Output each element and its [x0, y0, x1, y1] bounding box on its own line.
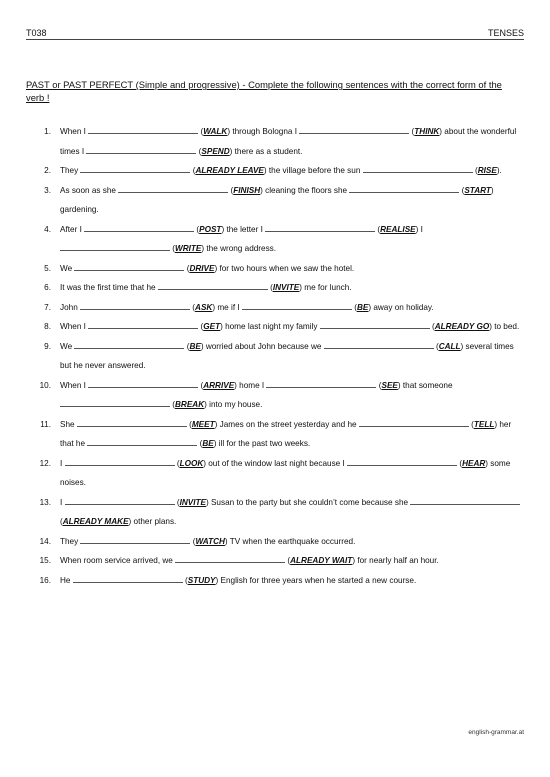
- sentence-text: After I: [60, 224, 85, 234]
- sentence-text: (: [459, 185, 465, 195]
- answer-blank[interactable]: [88, 380, 198, 388]
- answer-blank[interactable]: [60, 243, 170, 251]
- sentence-text: ) home last night my family: [220, 322, 320, 331]
- verb-prompt: SEE: [381, 380, 398, 390]
- item-number: 14.: [39, 536, 51, 546]
- verb-prompt: ALREADY GO: [434, 322, 490, 331]
- sentence-text: (: [60, 517, 63, 526]
- exercise-item: [26, 376, 526, 415]
- sentence-text: ) ill for the past two weeks.: [213, 439, 311, 448]
- answer-blank[interactable]: [88, 126, 198, 134]
- answer-blank[interactable]: [299, 126, 409, 134]
- sentence-text: He: [60, 575, 73, 585]
- answer-blank[interactable]: [347, 458, 457, 466]
- verb-prompt: START: [464, 185, 491, 195]
- sentence-text: (: [170, 244, 176, 253]
- answer-blank[interactable]: [74, 263, 184, 271]
- sentence-text: I: [60, 497, 65, 507]
- page-header: [26, 26, 524, 40]
- sentence-text: ) some noises.: [60, 458, 511, 487]
- answer-blank[interactable]: [320, 321, 430, 329]
- exercise-item: [26, 532, 526, 552]
- verb-prompt: ALREADY MAKE: [62, 517, 129, 526]
- answer-blank[interactable]: [65, 458, 175, 466]
- sentence-text: (: [468, 419, 474, 429]
- footer-source: english-grammar.at: [468, 729, 524, 736]
- sentence-text: (: [184, 341, 190, 351]
- sentence-text: (: [174, 458, 180, 468]
- header-divider: [26, 39, 524, 40]
- sentence-text: (: [376, 380, 382, 390]
- verb-prompt: DRIVE: [189, 263, 215, 273]
- exercise-item: [26, 181, 526, 220]
- item-number: 12.: [39, 458, 51, 468]
- verb-prompt: INVITE: [272, 283, 300, 292]
- sentence-text: (: [409, 127, 415, 136]
- exercise-item: [26, 298, 526, 318]
- sentence-text: When I: [60, 322, 89, 331]
- sentence-text: (: [190, 536, 196, 546]
- sentence-text: They: [60, 536, 81, 546]
- verb-prompt: ALREADY LEAVE: [195, 166, 264, 175]
- sentence-text: (: [267, 283, 273, 292]
- sentence-text: ).: [496, 166, 502, 175]
- exercise-item: [26, 551, 526, 571]
- sentence-text: When I: [60, 380, 89, 390]
- sentence-text: ) several times but he never answered.: [60, 341, 514, 370]
- sentence-text: (: [198, 380, 204, 390]
- answer-blank[interactable]: [265, 224, 375, 232]
- sentence-text: (: [433, 341, 439, 351]
- sentence-text: ) the letter I: [221, 224, 266, 234]
- answer-blank[interactable]: [80, 536, 190, 544]
- sentence-text: John: [60, 302, 81, 312]
- sentence-text: ) the village before the sun: [263, 166, 363, 175]
- sentence-text: (: [472, 166, 478, 175]
- answer-blank[interactable]: [118, 185, 228, 193]
- verb-prompt: ALREADY WAIT: [290, 556, 353, 565]
- item-number: 7.: [44, 302, 51, 312]
- item-number: 8.: [44, 322, 51, 331]
- item-number: 11.: [40, 419, 51, 429]
- verb-prompt: BE: [202, 439, 214, 448]
- sentence-text: (: [190, 166, 196, 175]
- worksheet-topic: TENSES: [487, 28, 524, 38]
- exercise-list: [26, 122, 526, 590]
- sentence-text: (: [197, 439, 203, 448]
- sentence-text: It was the first time that he: [60, 283, 158, 292]
- sentence-text: ) her that he: [60, 419, 512, 448]
- sentence-text: We: [60, 341, 75, 351]
- sentence-text: ) about the wonderful times I: [60, 127, 517, 156]
- sentence-text: When room service arrived, we: [60, 556, 176, 565]
- sentence-text: They: [60, 166, 81, 175]
- verb-prompt: REALISE: [380, 224, 416, 234]
- answer-blank[interactable]: [80, 302, 190, 310]
- sentence-text: ) there as a student.: [229, 146, 303, 156]
- worksheet-code: T038: [26, 28, 47, 38]
- sentence-text: ) cleaning the floors she: [260, 185, 350, 195]
- answer-blank[interactable]: [74, 341, 184, 349]
- sentence-text: ) me if I: [212, 302, 242, 312]
- exercise-item: [26, 415, 526, 454]
- item-number: 1.: [44, 127, 51, 136]
- verb-prompt: HEAR: [462, 458, 486, 468]
- sentence-text: (: [198, 322, 204, 331]
- answer-blank[interactable]: [324, 341, 434, 349]
- item-number: 9.: [44, 341, 51, 351]
- verb-prompt: POST: [199, 224, 222, 234]
- sentence-text: (: [194, 224, 200, 234]
- verb-prompt: SPEND: [201, 146, 230, 156]
- sentence-text: (: [285, 556, 291, 565]
- sentence-text: She: [60, 419, 77, 429]
- sentence-text: (: [196, 146, 202, 156]
- exercise-item: [26, 454, 526, 493]
- item-number: 10.: [39, 380, 51, 390]
- item-number: 2.: [44, 166, 51, 175]
- sentence-text: As soon as she: [60, 185, 119, 195]
- sentence-text: ) English for three years when he started a new course.: [215, 575, 417, 585]
- sentence-text: ) the wrong address.: [201, 244, 277, 253]
- verb-prompt: WRITE: [175, 244, 202, 253]
- verb-prompt: WALK: [203, 127, 228, 136]
- exercise-item: [26, 122, 526, 161]
- answer-blank[interactable]: [80, 165, 190, 173]
- sentence-text: ) TV when the earthquake occurred.: [224, 536, 356, 546]
- sentence-text: We: [60, 263, 75, 273]
- sentence-text: ) James on the street yesterday and he: [214, 419, 359, 429]
- answer-blank[interactable]: [65, 497, 175, 505]
- sentence-text: ) Susan to the party but she couldn’t come because she: [205, 497, 411, 507]
- verb-prompt: MEET: [191, 419, 215, 429]
- sentence-text: (: [457, 458, 463, 468]
- item-number: 15.: [39, 556, 51, 565]
- answer-blank[interactable]: [88, 321, 198, 329]
- exercise-item: [26, 317, 526, 337]
- answer-blank[interactable]: [175, 555, 285, 563]
- item-number: 6.: [44, 283, 51, 292]
- sentence-text: ) gardening.: [60, 185, 494, 214]
- answer-blank[interactable]: [359, 419, 469, 427]
- exercise-item: [26, 278, 526, 298]
- verb-prompt: BE: [189, 341, 201, 351]
- item-number: 3.: [44, 185, 51, 195]
- sentence-text: ) away on holiday.: [368, 302, 434, 312]
- sentence-text: (: [182, 575, 188, 585]
- sentence-text: ) that someone: [397, 380, 453, 390]
- verb-prompt: ARRIVE: [203, 380, 235, 390]
- verb-prompt: STUDY: [187, 575, 216, 585]
- verb-prompt: TELL: [473, 419, 495, 429]
- item-number: 16.: [39, 575, 51, 585]
- sentence-text: ) worried about John because we: [200, 341, 324, 351]
- sentence-text: I: [60, 458, 65, 468]
- verb-prompt: THINK: [414, 127, 440, 136]
- verb-prompt: ASK: [195, 302, 213, 312]
- sentence-text: (: [174, 497, 180, 507]
- sentence-text: (: [170, 400, 176, 409]
- exercise-item: [26, 493, 526, 532]
- sentence-text: ) me for lunch.: [299, 283, 352, 292]
- sentence-text: ) into my house.: [204, 400, 263, 409]
- answer-blank[interactable]: [363, 165, 473, 173]
- answer-blank[interactable]: [242, 302, 352, 310]
- answer-blank[interactable]: [60, 399, 170, 407]
- verb-prompt: WATCH: [195, 536, 225, 546]
- instructions: PAST or PAST PERFECT (Simple and progressive) - Complete the following sentences with the correct form of the verb !: [26, 79, 502, 103]
- exercise-item: [26, 220, 526, 259]
- verb-prompt: CALL: [438, 341, 461, 351]
- verb-prompt: BREAK: [175, 400, 205, 409]
- sentence-text: ) for nearly half an hour.: [352, 556, 439, 565]
- sentence-text: ) to bed.: [489, 322, 520, 331]
- sentence-text: When I: [60, 127, 89, 136]
- sentence-text: (: [198, 127, 204, 136]
- verb-prompt: GET: [203, 322, 221, 331]
- sentence-text: (: [429, 322, 435, 331]
- sentence-text: ) through Bologna I: [227, 127, 300, 136]
- exercise-item: [26, 161, 526, 181]
- sentence-text: (: [184, 263, 190, 273]
- verb-prompt: BE: [356, 302, 369, 312]
- sentence-text: ) out of the window last night because I: [203, 458, 348, 468]
- answer-blank[interactable]: [84, 224, 194, 232]
- exercise-item: [26, 337, 526, 376]
- sentence-text: (: [228, 185, 234, 195]
- answer-blank[interactable]: [349, 185, 459, 193]
- exercise-item: [26, 259, 526, 279]
- sentence-text: ) for two hours when we saw the hotel.: [214, 263, 355, 273]
- answer-blank[interactable]: [158, 282, 268, 290]
- verb-prompt: LOOK: [179, 458, 204, 468]
- sentence-text: ) home I: [234, 380, 267, 390]
- verb-prompt: INVITE: [179, 497, 206, 507]
- answer-blank[interactable]: [410, 497, 520, 505]
- answer-blank[interactable]: [266, 380, 376, 388]
- sentence-text: (: [351, 302, 357, 312]
- sentence-text: (: [190, 302, 196, 312]
- sentence-text: ) I: [415, 224, 423, 234]
- sentence-text: (: [186, 419, 192, 429]
- answer-blank[interactable]: [87, 438, 197, 446]
- verb-prompt: FINISH: [233, 185, 261, 195]
- exercise-item: [26, 571, 526, 591]
- verb-prompt: RISE: [477, 166, 497, 175]
- answer-blank[interactable]: [77, 419, 187, 427]
- answer-blank[interactable]: [86, 146, 196, 154]
- sentence-text: (: [375, 224, 381, 234]
- sentence-text: ) other plans.: [128, 517, 177, 526]
- item-number: 13.: [39, 497, 51, 507]
- item-number: 5.: [44, 263, 51, 273]
- answer-blank[interactable]: [73, 575, 183, 583]
- item-number: 4.: [44, 224, 51, 234]
